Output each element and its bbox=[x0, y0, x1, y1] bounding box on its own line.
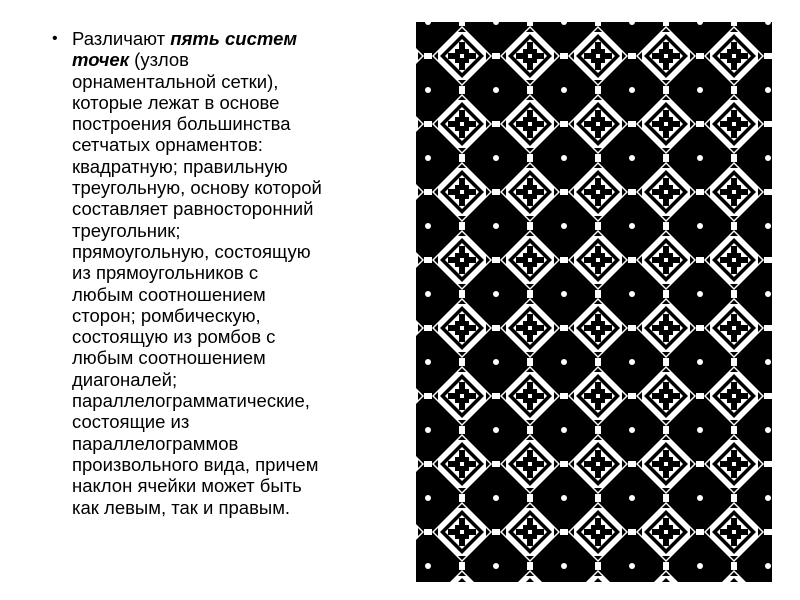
text-line: диагоналей; bbox=[72, 368, 178, 390]
text-fragment: (узлов bbox=[129, 49, 189, 71]
text-line: состоящую из ромбов с bbox=[72, 326, 276, 348]
text-line: произвольного вида, причем bbox=[72, 453, 319, 475]
text-line: треугольник; bbox=[72, 219, 181, 241]
text-line: прямоугольную, состоящую bbox=[72, 240, 311, 262]
text-line: квадратную; правильную bbox=[72, 155, 288, 177]
emphasis-text: пять систем bbox=[170, 28, 298, 49]
text-line: построения большинства bbox=[72, 113, 291, 135]
text-line: сетчатых орнаментов: bbox=[72, 134, 263, 156]
bullet-paragraph bbox=[52, 28, 412, 518]
text-line: параллелограммов bbox=[72, 432, 239, 454]
emphasis-text: точек bbox=[72, 49, 130, 71]
text-line: параллелограмматические, bbox=[72, 390, 310, 412]
text-line: которые лежат в основе bbox=[72, 91, 280, 113]
text-line bbox=[72, 28, 412, 49]
lattice-ornament-image bbox=[416, 22, 772, 582]
text-line bbox=[72, 49, 412, 70]
text-line: любым соотношением bbox=[72, 283, 266, 305]
text-line: наклон ячейки может быть bbox=[72, 475, 302, 497]
text-line: любым соотношением bbox=[72, 347, 266, 369]
intro-text: Различают bbox=[72, 28, 171, 49]
text-line: составляет равносторонний bbox=[72, 198, 314, 220]
text-line: как левым, так и правым. bbox=[72, 496, 291, 518]
bullet-icon: • bbox=[52, 30, 58, 47]
text-line: сторон; ромбическую, bbox=[72, 304, 261, 326]
text-line: орнаментальной сетки), bbox=[72, 70, 279, 92]
text-line: из прямоугольников с bbox=[72, 262, 259, 284]
text-line: состоящие из bbox=[72, 411, 190, 433]
text-line: треугольную, основу которой bbox=[72, 177, 322, 199]
ornament-pattern-fill bbox=[416, 22, 772, 582]
